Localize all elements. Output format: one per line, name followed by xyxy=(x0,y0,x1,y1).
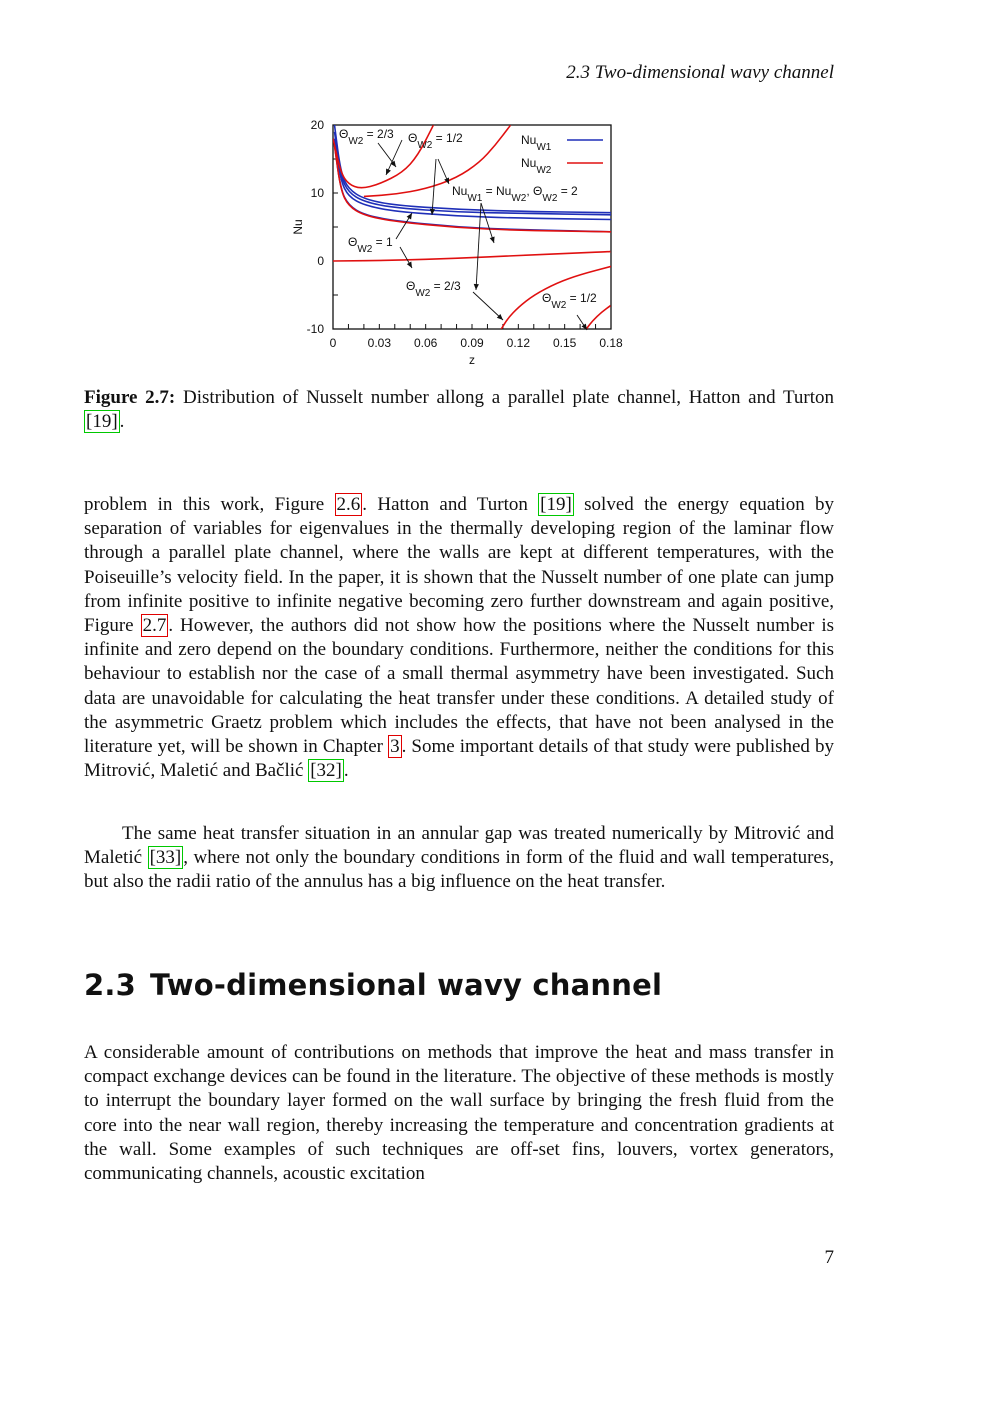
text-run: . xyxy=(343,760,349,782)
figure-caption xyxy=(84,386,834,434)
text-run: . Hatton and Turton xyxy=(362,494,539,515)
citation-link[interactable]: [19] xyxy=(540,494,572,515)
text-run: problem in this work, Figure xyxy=(84,494,335,515)
text-run: solved the energy equation by separation of variables for eigenvalues in the thermally developing region of the laminar flow through a parallel plate channel, where the walls are kept at different temperatures, with the Poiseuille’s velocity field. In the paper, it is shown that the Nusselt number of one plate can jump from infinite positive to infinite negative becoming zero further downstream and again positive, Figure xyxy=(84,494,835,637)
x-tick-label: 0.12 xyxy=(506,336,531,350)
cross-reference-link[interactable]: 2.7 xyxy=(142,615,167,637)
page-number: 7 xyxy=(824,1247,834,1268)
legend-label: $Nu_{W2}$ xyxy=(521,156,552,176)
section-number: 2.3 xyxy=(84,968,136,1002)
annotation-label: $\Theta_{W2} = 2/3$ xyxy=(406,279,461,299)
cross-reference-link[interactable]: 2.6 xyxy=(336,494,361,515)
arrow-head xyxy=(407,213,412,220)
section-title: Two-dimensional wavy channel xyxy=(149,968,663,1002)
cross-reference-link[interactable]: 3 xyxy=(390,736,400,758)
annotation-label: $Nu_{W1} = Nu_{W2}$, $\Theta_{W2} = 2$ xyxy=(452,184,578,204)
annotation-arrow xyxy=(481,203,494,243)
x-tick-label: 0.06 xyxy=(413,336,438,350)
arrow-head xyxy=(490,237,495,244)
arrow-head xyxy=(474,284,479,290)
body-paragraph xyxy=(84,822,834,895)
x-axis-title: z xyxy=(469,353,475,367)
series-line xyxy=(586,305,611,329)
citation-link[interactable]: [19] xyxy=(86,411,118,432)
series-line xyxy=(333,252,611,262)
x-tick-label: 0.15 xyxy=(552,336,577,350)
y-tick-label: -10 xyxy=(306,322,324,336)
y-axis-title: Nu xyxy=(291,219,305,235)
citation-link[interactable]: [33] xyxy=(149,847,182,869)
section-heading xyxy=(84,968,662,1002)
annotation-label: $\Theta_{W2} = 2/3$ xyxy=(339,127,394,147)
annotation-label: $\Theta_{W2} = 1$ xyxy=(348,235,393,255)
x-tick-label: 0.09 xyxy=(460,336,484,350)
annotation-arrow xyxy=(473,292,503,320)
x-tick-label: 0.18 xyxy=(599,336,623,350)
annotation-label: $\Theta_{W2} = 1/2$ xyxy=(408,131,463,151)
citation-link[interactable]: [32] xyxy=(310,760,342,782)
y-tick-label: 10 xyxy=(310,186,324,200)
caption-text: Distribution of Nusselt number allong a parallel plate channel, Hatton and Turton xyxy=(182,387,834,408)
x-tick-label: 0 xyxy=(329,336,337,350)
y-tick-label: 20 xyxy=(310,118,324,132)
text-run: . Some important details of that study were published by Mitrović, Maletić and Bačlić xyxy=(84,736,834,782)
text-run: , where not only the boundary conditions in form of the fluid and wall temperatures, but also the radii ratio of the annulus has a big influence on the heat transfer. xyxy=(84,847,834,893)
section-paragraph: A considerable amount of contributions on methods that improve the heat and mass transfer in compact exchange devices can be found in the literature. The objective of these methods is mostly to interrupt the boundary layer formed on the wall surface by bringing the fresh fluid from the core into the near wall region, thereby increasing the temperature and concentration gradients at the wall. Some examples of such techniques are off-set fins, louvers, vortex generators, communicating channels, acoustic excitation xyxy=(84,1042,834,1185)
text-run: The same heat transfer situation in an annular gap was treated numerically by Mitrović and Maletić xyxy=(84,823,834,869)
x-tick-label: 0.03 xyxy=(367,336,392,350)
legend-label: $Nu_{W1}$ xyxy=(521,133,552,153)
running-header: 2.3 Two-dimensional wavy channel xyxy=(566,62,834,83)
series-line xyxy=(335,139,612,220)
caption-label: Figure 2.7: xyxy=(84,387,176,408)
text-run: . However, the authors did not show how the positions where the Nusselt number is infinite and zero depend on the boundary conditions. Furthermore, neither the conditions for this behaviour to establish nor the case of a small thermal asymmetry have been investigated. Such data are unavoidable for calculating the heat transfer under these conditions. A detailed study of the asymmetric Graetz problem which includes the effects, that have not been analysed in the literature yet, will be shown in Chapter xyxy=(84,615,834,758)
arrow-head xyxy=(407,262,412,269)
caption-end: . xyxy=(119,411,125,432)
annotation-label: $\Theta_{W2} = 1/2$ xyxy=(542,291,597,311)
nusselt-chart xyxy=(280,112,640,372)
y-tick-label: 0 xyxy=(317,254,324,268)
body-paragraph xyxy=(84,493,834,783)
